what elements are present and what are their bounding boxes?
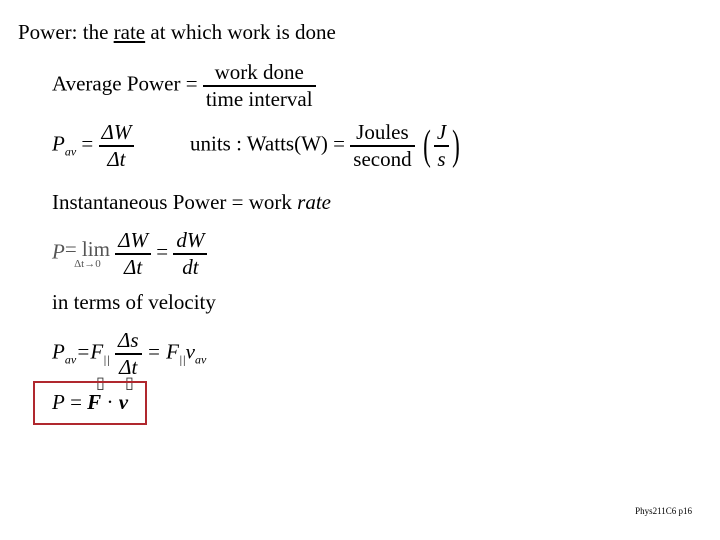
delta-s-over-delta-t	[115, 328, 142, 380]
j-over-s	[434, 120, 449, 172]
force-vector: F	[87, 390, 102, 414]
boxed-power-equation	[52, 390, 128, 415]
parallel-subscript: ||	[103, 352, 110, 367]
work-over-time-fraction	[203, 60, 316, 112]
dw: dW	[176, 228, 205, 252]
instantaneous-power-line	[52, 190, 331, 215]
delta-t: Δt	[124, 254, 143, 279]
instantaneous-power-text: Instantaneous Power = work	[52, 190, 298, 214]
power-definition-equation	[52, 120, 134, 172]
joules-label: Joules	[356, 120, 409, 144]
equals-f: =F	[76, 339, 104, 364]
parallel-subscript: ||	[179, 352, 186, 367]
dt: dt	[182, 254, 199, 279]
power-symbol: P	[52, 390, 65, 414]
delta-w-over-delta-t	[115, 228, 151, 280]
slide-title	[18, 20, 336, 45]
limit-equation	[52, 228, 207, 280]
rate-word: rate	[297, 190, 331, 214]
dot-operator: ·	[101, 390, 119, 414]
delta-s: Δs	[118, 328, 139, 352]
velocity-text: in terms of velocity	[52, 290, 216, 314]
av-subscript: av	[64, 352, 77, 367]
av-subscript: av	[194, 352, 207, 367]
power-symbol: P	[52, 239, 65, 264]
s-symbol: s	[437, 146, 446, 171]
velocity-power-equation	[52, 328, 206, 380]
average-power-label: Average Power =	[52, 71, 198, 96]
delta-w: ΔW	[118, 228, 149, 252]
equals-sign: =	[156, 239, 169, 264]
vector-glyph: ▯	[125, 375, 134, 392]
delta-t: Δt	[119, 354, 138, 379]
av-subscript: av	[64, 144, 77, 159]
fraction-numerator: work done	[214, 60, 304, 84]
equals-sign: =	[81, 131, 94, 156]
vector-glyph: ▯	[96, 375, 105, 392]
power-symbol: P	[52, 131, 65, 156]
equals-f: = F	[146, 339, 180, 364]
dw-over-dt	[173, 228, 207, 280]
delta-w: ΔW	[101, 120, 132, 144]
velocity-line	[52, 290, 216, 315]
fraction-denominator: time interval	[205, 86, 313, 111]
delta-t: Δt	[107, 146, 126, 171]
lim-subscript: Δt→0	[74, 258, 101, 271]
velocity-vector: v	[118, 390, 129, 414]
limit-operator	[65, 237, 110, 270]
second-label: second	[353, 146, 412, 171]
units-equation: units : Watts(W) = $\frac{\text{Joules}}{\text{second}}$ ( $\frac{J}{s}$ )	[190, 120, 461, 171]
equals-sign: =	[64, 390, 88, 414]
velocity-symbol: v	[185, 339, 195, 364]
average-power-equation	[52, 60, 316, 112]
delta-w-over-delta-t	[99, 120, 135, 172]
joules-per-second	[350, 120, 414, 172]
watts-symbol: (W) =	[294, 131, 346, 156]
power-symbol: P	[52, 339, 65, 364]
title-rate: rate	[113, 20, 146, 44]
slide-footer: Phys211C6 p16	[635, 506, 692, 516]
title-suffix: at which work is done	[145, 20, 336, 44]
j-symbol: J	[436, 120, 447, 144]
lim-text: = lim	[64, 237, 110, 262]
units-label: units : Watts	[190, 131, 295, 156]
title-prefix: Power: the	[18, 20, 114, 44]
